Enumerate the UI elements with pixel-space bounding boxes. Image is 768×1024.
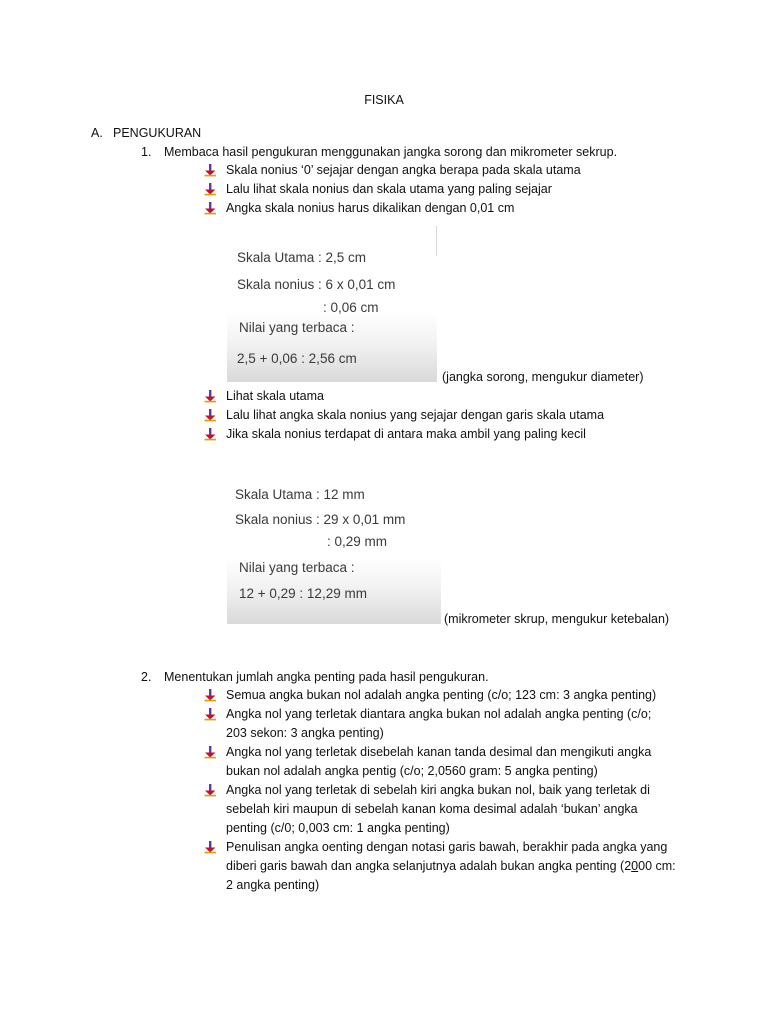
pushpin-arrow-icon [203,745,217,759]
image-line: 2,5 + 0,06 : 2,56 cm [237,351,357,366]
pushpin-arrow-icon [203,163,217,177]
pushpin-arrow-icon [203,688,217,702]
item-1-text: Membaca hasil pengukuran menggunakan jangka sorong dan mikrometer sekrup. [164,145,618,159]
document-title: FISIKA [364,93,404,107]
image-edge [436,226,437,256]
image-line: 12 + 0,29 : 12,29 mm [239,586,367,601]
pushpin-arrow-icon [203,182,217,196]
item-2-number: 2. [141,670,152,684]
pushpin-arrow-icon [203,783,217,797]
bullet-text: sebelah kiri maupun di sebelah kanan koma desimal adalah ‘bukan’ angka [226,802,638,816]
section-letter: A. [91,126,103,140]
bullet-text: Angka skala nonius harus dikalikan dengan 0,01 cm [226,201,515,215]
bullet-text: penting (c/0; 0,003 cm: 1 angka penting) [226,821,450,835]
pushpin-arrow-icon [203,707,217,721]
bullet-text-part: 00 cm: [638,859,676,873]
bullet-text: Skala nonius ‘0’ sejajar dengan angka berapa pada skala utama [226,163,581,177]
image-line: Skala Utama : 2,5 cm [237,250,367,265]
bullet-text: Lalu lihat skala nonius dan skala utama yang paling sejajar [226,182,552,196]
bullet-text: 2 angka penting) [226,878,320,892]
image-line: Skala nonius : 29 x 0,01 mm [235,512,406,527]
jangka-sorong-reading-image [227,226,437,382]
bullet-text: Angka nol yang terletak diantara angka bukan nol adalah angka penting (c/o; [226,707,652,721]
image-line: Skala Utama : 12 mm [235,487,365,502]
bullet-text: Angka nol yang terletak disebelah kanan tanda desimal dan mengikuti angka [226,745,652,759]
mikrometer-reading-image [227,478,441,624]
item-2-text: Menentukan jumlah angka penting pada hasil pengukuran. [164,670,489,684]
image-line: Nilai yang terbaca : [239,560,355,575]
item-1-number: 1. [141,145,152,159]
bullet-text: Penulisan angka oenting dengan notasi garis bawah, berakhir pada angka yang [226,840,668,854]
underlined-digit: 0 [631,859,639,873]
bullet-text: Angka nol yang terletak di sebelah kiri angka bukan nol, baik yang terletak di [226,783,650,797]
pushpin-arrow-icon [203,201,217,215]
section-heading: PENGUKURAN [113,126,202,140]
image-line: : 0,29 mm [327,534,388,549]
image-2-caption: (mikrometer skrup, mengukur ketebalan) [444,612,670,626]
image-line: Nilai yang terbaca : [239,320,355,335]
pushpin-arrow-icon [203,389,217,403]
pushpin-arrow-icon [203,840,217,854]
bullet-text: 203 sekon: 3 angka penting) [226,726,384,740]
pushpin-arrow-icon [203,408,217,422]
bullet-text: bukan nol adalah angka pentig (c/o; 2,0560 gram: 5 angka penting) [226,764,598,778]
image-1-caption: (jangka sorong, mengukur diameter) [442,370,644,384]
bullet-text-part: diberi garis bawah dan angka selanjutnya adalah bukan angka penting (2 [226,859,632,873]
pushpin-arrow-icon [203,427,217,441]
bullet-text-with-underline [226,857,676,876]
bullet-text: Lihat skala utama [226,389,324,403]
image-line: Skala nonius : 6 x 0,01 cm [237,277,396,292]
image-line: : 0,06 cm [323,300,379,315]
bullet-text: Jika skala nonius terdapat di antara maka ambil yang paling kecil [226,427,586,441]
bullet-text: Semua angka bukan nol adalah angka penting (c/o; 123 cm: 3 angka penting) [226,688,657,702]
bullet-text: Lalu lihat angka skala nonius yang sejajar dengan garis skala utama [226,408,605,422]
